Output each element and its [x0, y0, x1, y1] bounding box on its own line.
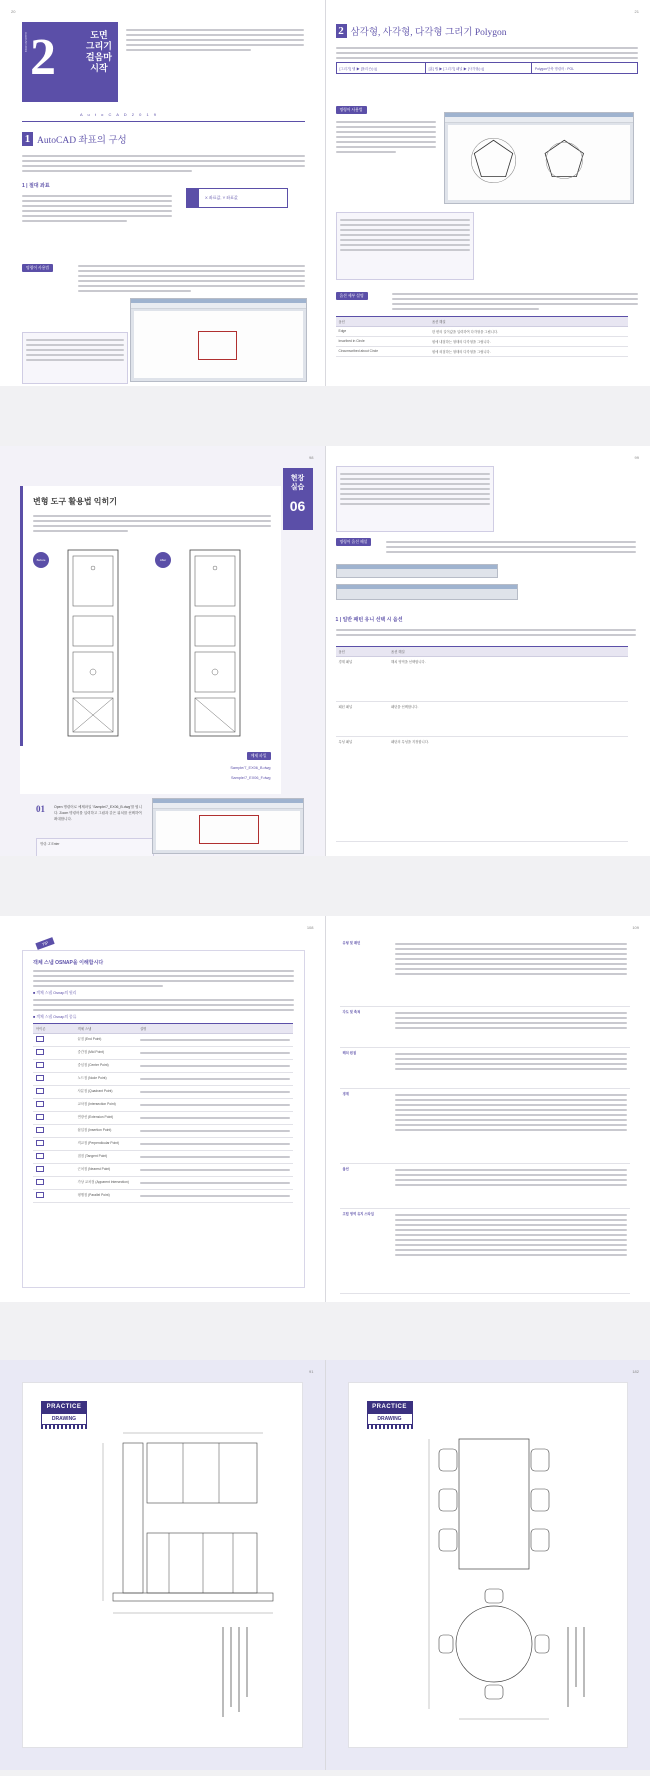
table-cell: 해치 영역을 선택합니다.	[388, 657, 627, 702]
page-21	[326, 0, 650, 386]
table-row	[33, 1164, 293, 1177]
table-cell: Edge	[336, 327, 429, 337]
table-category: 고립 영역 유지 스타일	[340, 1209, 392, 1294]
coord-box	[186, 188, 288, 208]
table-cell: 패턴의 특성을 지정합니다.	[388, 737, 627, 842]
options-tag: 옵션 세부 설명	[336, 292, 368, 300]
table-category: 각도 및 축척	[340, 1007, 392, 1048]
table-row	[33, 1112, 293, 1125]
command-tabs	[336, 62, 639, 74]
table-header: 옵션 해설	[388, 647, 627, 657]
table-cell: 원에 내접하는 형태의 다각형을 그립니다.	[429, 337, 628, 347]
drawing-label: DRAWING	[367, 1413, 413, 1425]
usage-body	[336, 118, 436, 156]
table-header-row	[336, 317, 628, 327]
page-number: 108	[306, 925, 314, 930]
tip-intro	[33, 970, 294, 987]
section-number: 1	[22, 132, 33, 146]
table-row	[340, 1007, 630, 1048]
osnap-table-body	[33, 1034, 293, 1203]
after-plan-drawing	[185, 548, 245, 738]
practice-drawing-badge	[41, 1401, 87, 1429]
after-badge: After	[155, 552, 171, 568]
chapter-title-line: 그리기	[85, 41, 112, 51]
drawing-notes	[567, 1627, 597, 1707]
command-tab: Polygon단축 명령어 : POL	[534, 66, 574, 71]
section-2-body	[336, 44, 639, 62]
table-header-row	[336, 647, 628, 657]
tip-title: 객체 스냅 OSNAP을 이해합시다	[33, 960, 104, 966]
lab-card	[20, 486, 281, 746]
sub-body	[22, 192, 172, 225]
command-line-box	[336, 466, 494, 532]
table-cell: 패턴 패널	[336, 702, 389, 737]
drawing-frame	[22, 1382, 303, 1748]
table-cell: 삽입점 (Insertion Point)	[75, 1125, 137, 1138]
table-row	[340, 1089, 630, 1164]
section-number: 2	[336, 24, 347, 38]
step-number: 01	[36, 804, 45, 814]
snap-icon	[36, 1153, 44, 1159]
snap-icon	[36, 1166, 44, 1172]
sub-body	[336, 626, 637, 639]
snap-icon	[36, 1062, 44, 1068]
tip-card	[22, 950, 305, 1288]
snap-icon	[36, 1088, 44, 1094]
usage-body	[78, 262, 305, 295]
command-line-box	[336, 212, 474, 280]
table-row	[33, 1125, 293, 1138]
tip-body	[33, 999, 294, 1011]
zoom-command-box	[36, 838, 154, 856]
spread-3	[0, 916, 650, 1302]
snap-icon	[36, 1127, 44, 1133]
table-header: 객체 스냅	[75, 1024, 137, 1034]
step-text: Open 명령어로 예제파일 'Sample/7_EX06_B.dwg'를 엽니다. Zoom 명령어를 입력하고 그림과 같은 위치를 선택하여 확대합니다.	[54, 805, 142, 821]
lab-badge	[283, 468, 313, 530]
table-cell: Inscribed in Circle	[336, 337, 429, 347]
hatch-ribbon-screenshot-2	[336, 584, 518, 600]
snap-icon	[36, 1075, 44, 1081]
table-cell: 노드점 (Node Point)	[75, 1073, 137, 1086]
sub-heading: 1 | 절대 좌표	[22, 183, 50, 189]
table-cell: 가상 교차점 (Apparent Intersection)	[75, 1177, 137, 1190]
section-2-heading	[336, 24, 507, 38]
page-number: 99	[634, 455, 639, 460]
usage-tag: 명령어 사용법	[336, 106, 367, 114]
table-row	[336, 657, 628, 702]
page-99	[326, 446, 650, 856]
lab-description	[33, 512, 271, 535]
table-row	[336, 737, 628, 842]
sub-heading: 1 | 일반 패턴 유니 선택 시 옵션	[335, 617, 403, 623]
chapter-title-line: 시작	[90, 63, 108, 73]
table-row	[33, 1099, 293, 1112]
table-row	[33, 1151, 293, 1164]
autocad-screenshot	[130, 298, 307, 382]
snap-icon	[36, 1192, 44, 1198]
table-header-row	[33, 1024, 293, 1034]
table-row	[336, 327, 628, 337]
table-category: 해치 원점	[340, 1048, 392, 1089]
spread-1	[0, 0, 650, 386]
hatch-options-table	[336, 646, 628, 842]
table-cell: 원에 외접하는 형태의 다각형을 그립니다.	[429, 347, 628, 357]
hatch-settings-table	[340, 938, 630, 1294]
chapter-title	[86, 30, 112, 74]
table-cell: 교차점 (Intersection Point)	[75, 1099, 137, 1112]
table-cell: 접점 (Tangent Point)	[75, 1151, 137, 1164]
table-header: 옵션	[336, 317, 429, 327]
table-cell: 한 변의 길이값을 입력하여 다각형을 그립니다.	[429, 327, 628, 337]
table-row	[33, 1138, 293, 1151]
options-tag: 명령어 옵션 해설	[336, 538, 372, 546]
lab-label	[283, 474, 313, 492]
table-cell: Circumscribed about Circle	[336, 347, 429, 357]
osnap-table	[33, 1023, 293, 1203]
lab-label-line: 실습	[290, 484, 305, 491]
table-row	[33, 1060, 293, 1073]
table-row	[33, 1086, 293, 1099]
lab-title: 변형 도구 활용법 익히기	[33, 497, 117, 506]
snap-icon	[36, 1114, 44, 1120]
file-name: Sample/7_EX06_F.dwg	[231, 776, 271, 780]
chapter-title-line: 걸음마	[85, 52, 112, 62]
table-row	[336, 337, 628, 347]
chapter-banner	[22, 22, 118, 102]
practice-label: PRACTICE	[41, 1401, 87, 1413]
snap-icon	[36, 1140, 44, 1146]
table-cell: 직교점 (Perpendicular Point)	[75, 1138, 137, 1151]
file-info	[20, 746, 281, 794]
page-182	[326, 1360, 650, 1770]
table-row	[33, 1073, 293, 1086]
command-line-box	[22, 332, 128, 384]
badge-stripe	[41, 1425, 87, 1429]
drawing-frame	[348, 1382, 629, 1748]
practice-drawing-badge	[367, 1401, 413, 1429]
purple-divider	[22, 121, 305, 122]
table-cell: 연장선 (Extension Point)	[75, 1112, 137, 1125]
zoom-command: 명령: Z Enter	[40, 842, 60, 846]
lab-label-line: 현장	[290, 475, 305, 482]
usage-tag: 명령어 사용법	[22, 264, 53, 272]
table-cell: 근처점 (Nearest Point)	[75, 1164, 137, 1177]
table-row	[33, 1177, 293, 1190]
table-header: 아이콘	[33, 1024, 75, 1034]
snap-icon	[36, 1049, 44, 1055]
table-row	[340, 1164, 630, 1209]
options-body	[386, 538, 637, 556]
snap-icon	[36, 1036, 44, 1042]
table-header: 옵션 해설	[429, 317, 628, 327]
zoom-area	[199, 815, 259, 844]
chapter-number: 2	[30, 29, 56, 86]
chapter-title-line: 도면	[90, 30, 108, 40]
section-1-heading	[22, 132, 127, 146]
spread-2	[0, 446, 650, 856]
tip-ribbon: TIP	[35, 937, 55, 950]
table-header: 옵션	[336, 647, 389, 657]
table-row	[33, 1034, 293, 1047]
drawing-label: DRAWING	[41, 1413, 87, 1425]
page-number: 182	[632, 1369, 639, 1374]
page-number: 91	[309, 1369, 314, 1374]
table-cell: 사분점 (Quadrant Point)	[75, 1086, 137, 1099]
page-number: 109	[632, 925, 639, 930]
table-category: 옵션	[340, 1164, 392, 1209]
lab-number: 06	[289, 498, 306, 514]
coord-box-label: X 좌표값, Y 좌표값	[205, 195, 238, 200]
table-row	[33, 1047, 293, 1060]
snap-icon	[36, 1101, 44, 1107]
polygon-drawings	[448, 125, 630, 200]
before-plan-drawing	[63, 548, 123, 738]
table-row	[336, 347, 628, 357]
table-cell: 경계 패널	[336, 657, 389, 702]
table-cell: 중심점 (Center Point)	[75, 1060, 137, 1073]
page-number: 98	[309, 455, 314, 460]
snap-icon	[36, 1179, 44, 1185]
options-body	[392, 290, 639, 313]
table-row	[340, 1209, 630, 1294]
page-number: 20	[11, 9, 16, 14]
page-98	[0, 446, 326, 856]
section-title: 삼각형, 사각형, 다각형 그리기 Polygon	[350, 28, 507, 38]
coord-box-accent	[187, 189, 199, 207]
command-tab: [홈] 탭 ▶ [그리기] 패널 ▶ [사각형(□)]	[426, 63, 532, 73]
tip-sub-heading: ■ 객체 스냅 Osnap의 종류	[33, 1015, 77, 1019]
spread-4	[0, 1360, 650, 1770]
section-title: AutoCAD 좌표의 구성	[37, 136, 127, 146]
options-table	[336, 316, 628, 357]
page-number: 21	[634, 9, 639, 14]
rect-drawing	[198, 331, 237, 360]
drawing-notes	[222, 1627, 272, 1717]
page-20	[0, 0, 326, 386]
zoom-screenshot	[152, 798, 304, 854]
table-cell: 패턴을 선택합니다.	[388, 702, 627, 737]
chapter-footer: A u t o C A D 2 0 1 9	[80, 112, 159, 117]
page-91	[0, 1360, 326, 1770]
file-tag: 예제 파일	[247, 752, 271, 760]
page-108	[0, 916, 326, 1302]
table-row	[340, 938, 630, 1007]
hatch-ribbon-screenshot	[336, 564, 498, 578]
table-category: 유형 및 패턴	[340, 938, 392, 1007]
table-row	[33, 1190, 293, 1203]
file-name: Sample/7_EX06_B.dwg	[230, 766, 271, 770]
table-row	[340, 1048, 630, 1089]
table-cell: 평행점 (Parallel Point)	[75, 1190, 137, 1203]
page-109	[326, 916, 650, 1302]
chapter-intro-text	[126, 26, 304, 54]
table-category: 경계	[340, 1089, 392, 1164]
tip-sub-heading: ■ 객체 스냅 Osnap의 원리	[33, 991, 77, 995]
table-cell: 중간점 (Mid Point)	[75, 1047, 137, 1060]
table-cell: 끝점 (End Point)	[75, 1034, 137, 1047]
before-badge: Before	[33, 552, 49, 568]
table-cell: 특성 패널	[336, 737, 389, 842]
section-1-body	[22, 152, 305, 175]
table-row	[336, 702, 628, 737]
command-tab: [그리기] 탭 ▶ [폴리곤(□)]	[337, 63, 426, 73]
practice-label: PRACTICE	[367, 1401, 413, 1413]
polygon-screenshot	[444, 112, 634, 204]
chapter-side-label: AutoCAD 2019	[24, 32, 28, 53]
table-header: 설명	[137, 1024, 293, 1034]
